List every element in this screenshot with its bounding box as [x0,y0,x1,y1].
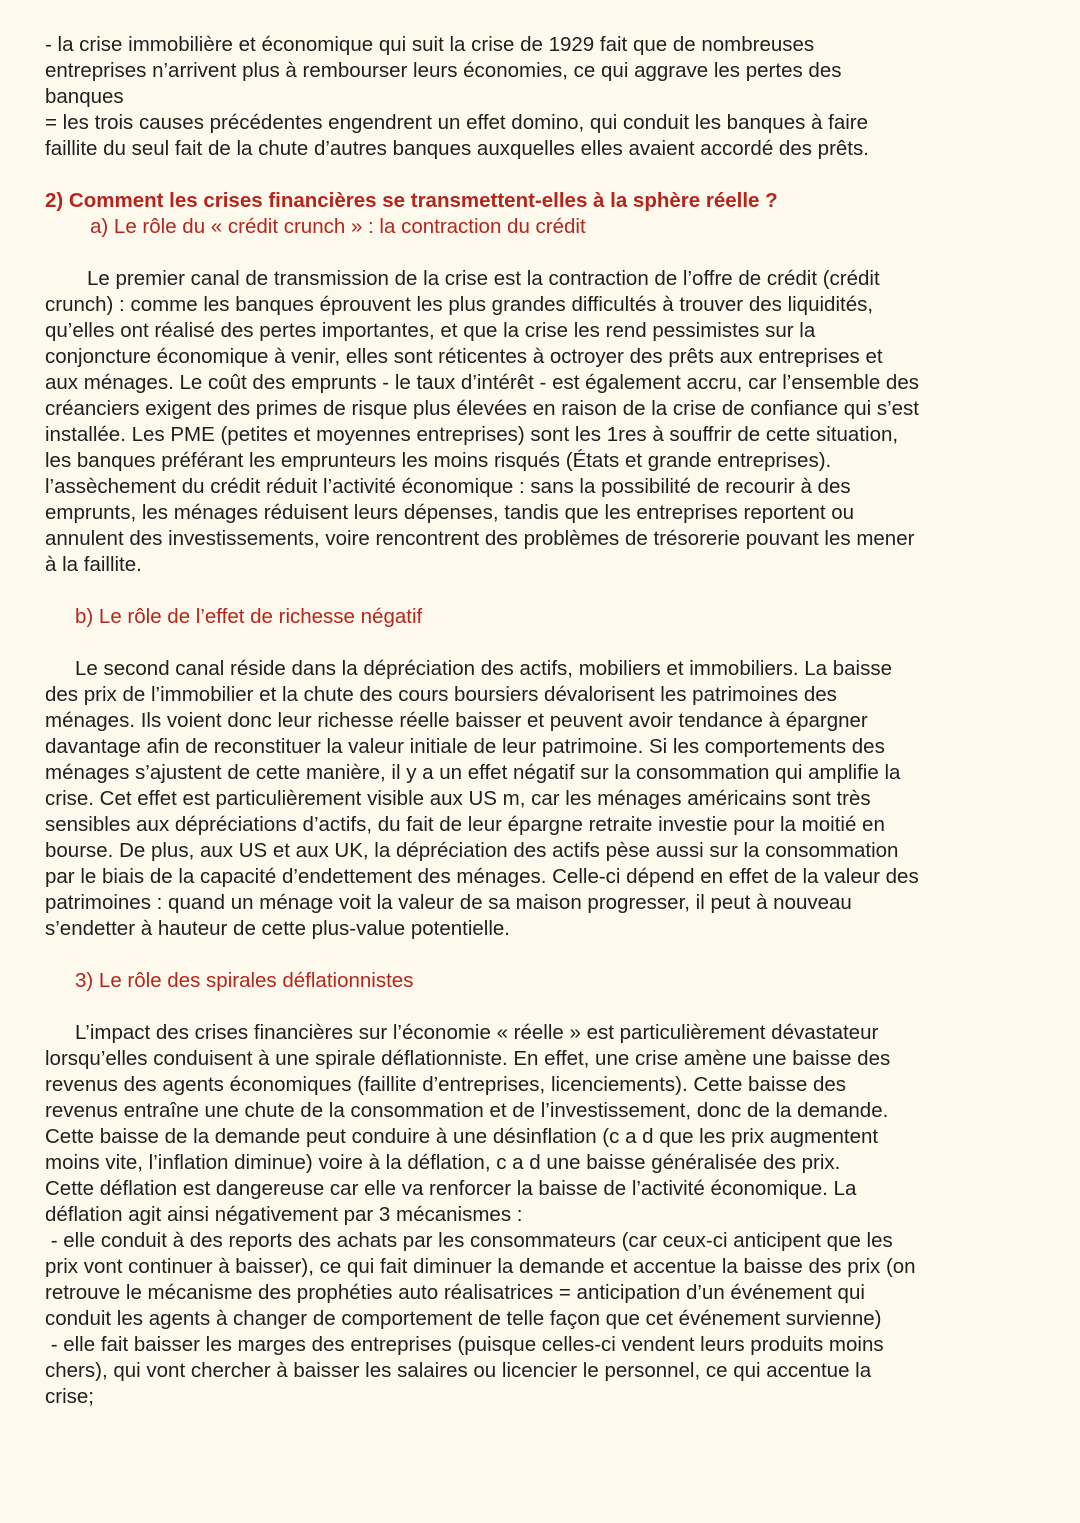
text-line: crunch) : comme les banques éprouvent les plus grandes difficultés à trouver des liquidités, [45,293,874,316]
blank-line [45,162,1045,188]
text-line: moins vite, l’inflation diminue) voire à la déflation, c a d une baisse généralisée des prix. [45,1151,841,1174]
text-line: entreprises n’arrivent plus à rembourser leurs économies, ce qui aggrave les pertes des [45,59,842,82]
blank-line [45,630,1045,656]
paragraph [45,1020,1045,1410]
text-line: banques [45,85,124,108]
text-line: - la crise immobilière et économique qui suit la crise de 1929 fait que de nombreuses [45,33,815,56]
text-line: les banques préférant les emprunteurs les moins risqués (États et grande entreprises). [45,449,832,472]
blank-line [45,240,1045,266]
blank-line [45,578,1045,604]
text-line: des prix de l’immobilier et la chute des cours boursiers dévalorisent les patrimoines des [45,683,837,706]
text-line: retrouve le mécanisme des prophéties auto réalisatrices = anticipation d’un événement qui [45,1281,865,1304]
text-line: davantage afin de reconstituer la valeur initiale de leur patrimoine. Si les comportements des [45,735,885,758]
text-line: s’endetter à hauteur de cette plus-value potentielle. [45,917,510,940]
text-line: 2) Comment les crises financières se transmettent-elles à la sphère réelle ? [45,189,778,212]
blank-line [45,994,1045,1020]
subsection-heading [45,968,1045,994]
text-line: lorsqu’elles conduisent à une spirale déflationniste. En effet, une crise amène une baisse des [45,1047,891,1070]
text-line: = les trois causes précédentes engendrent un effet domino, qui conduit les banques à faire [45,111,869,134]
text-line: emprunts, les ménages réduisent leurs dépenses, tandis que les entreprises reportent ou [45,501,855,524]
text-line: installée. Les PME (petites et moyennes entreprises) sont les 1res à souffrir de cette situation, [45,423,899,446]
section-heading [45,188,1045,214]
paragraph [45,32,1045,162]
text-line: l’assèchement du crédit réduit l’activité économique : sans la possibilité de recourir à des [45,475,851,498]
text-line: aux ménages. Le coût des emprunts - le taux d’intérêt - est également accru, car l’ensemble des [45,371,919,394]
text-line: patrimoines : quand un ménage voit la valeur de sa maison progresser, il peut à nouveau [45,891,852,914]
text-line: ménages. Ils voient donc leur richesse réelle baisser et peuvent avoir tendance à épargner [45,709,868,732]
text-line: conduit les agents à changer de comportement de telle façon que cet événement survienne) [45,1307,882,1330]
text-line: créanciers exigent des primes de risque plus élevées en raison de la crise de confiance qui s’est [45,397,920,420]
text-line: déflation agit ainsi négativement par 3 mécanismes : [45,1203,523,1226]
text-line: qu’elles ont réalisé des pertes importantes, et que la crise les rend pessimistes sur la [45,319,816,342]
text-line: 3) Le rôle des spirales déflationnistes [75,969,414,992]
subsection-heading [45,604,1045,630]
text-line: revenus entraîne une chute de la consommation et de l’investissement, donc de la demande. [45,1099,889,1122]
text-line: prix vont continuer à baisser), ce qui fait diminuer la demande et accentue la baisse des prix (on [45,1255,916,1278]
text-line: Le premier canal de transmission de la crise est la contraction de l’offre de crédit (crédit [87,267,880,290]
text-line: b) Le rôle de l’effet de richesse négatif [75,605,423,628]
text-line: Cette déflation est dangereuse car elle va renforcer la baisse de l’activité économique. La [45,1177,857,1200]
text-line: annulent des investissements, voire rencontrent des problèmes de trésorerie pouvant les mener [45,527,915,550]
subsection-heading [45,214,1045,240]
text-line: - elle conduit à des reports des achats par les consommateurs (car ceux-ci anticipent que les [45,1229,893,1252]
text-line: faillite du seul fait de la chute d’autres banques auxquelles elles avaient accordé des prêts. [45,137,869,160]
text-line: Le second canal réside dans la dépréciation des actifs, mobiliers et immobiliers. La baisse [75,657,893,680]
blank-line [45,942,1045,968]
text-line: L’impact des crises financières sur l’économie « réelle » est particulièrement dévastateur [75,1021,879,1044]
text-line: par le biais de la capacité d’endettement des ménages. Celle-ci dépend en effet de la valeur des [45,865,919,888]
text-line: conjoncture économique à venir, elles sont réticentes à octroyer des prêts aux entreprises et [45,345,883,368]
text-line: - elle fait baisser les marges des entreprises (puisque celles-ci vendent leurs produits moins [45,1333,884,1356]
text-line: crise; [45,1385,94,1408]
text-line: crise. Cet effet est particulièrement visible aux US m, car les ménages américains sont très [45,787,871,810]
text-line: à la faillite. [45,553,142,576]
text-line: chers), qui vont chercher à baisser les salaires ou licencier le personnel, ce qui accentue la [45,1359,872,1382]
text-line: revenus des agents économiques (faillite d’entreprises, licenciements). Cette baisse des [45,1073,847,1096]
paragraph [45,266,1045,578]
text-line: bourse. De plus, aux US et aux UK, la dépréciation des actifs pèse aussi sur la consommation [45,839,899,862]
text-line: sensibles aux dépréciations d’actifs, du fait de leur épargne retraite investie pour la moitié en [45,813,885,836]
text-line: a) Le rôle du « crédit crunch » : la contraction du crédit [90,215,586,238]
paragraph [45,656,1045,942]
text-line: ménages s’ajustent de cette manière, il y a un effet négatif sur la consommation qui amplifie la [45,761,901,784]
text-line: Cette baisse de la demande peut conduire à une désinflation (c a d que les prix augmentent [45,1125,879,1148]
document-page [45,32,1045,1410]
